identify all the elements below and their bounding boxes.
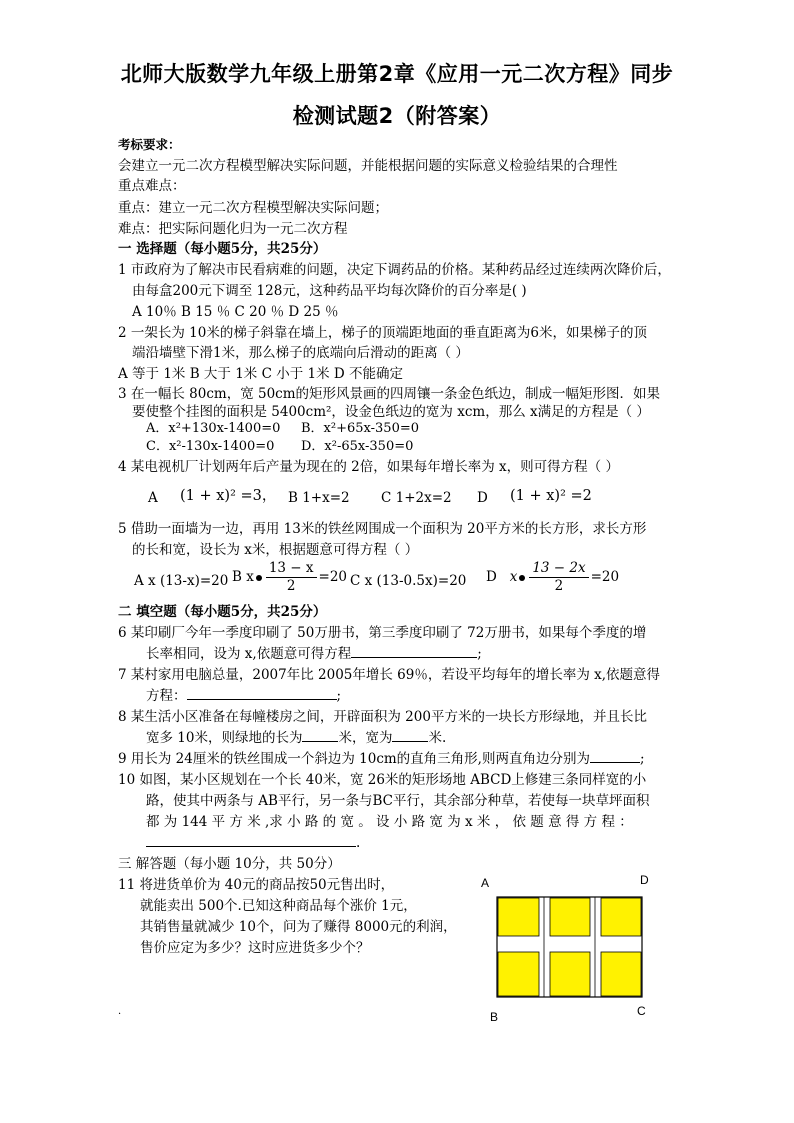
nandian-text: 难点：把实际问题化归为一元二次方程 bbox=[118, 221, 348, 237]
q4-option-d-expr: (1 + x)² =2 bbox=[510, 488, 592, 504]
q5-d-fraction bbox=[529, 560, 588, 595]
q8-line2 bbox=[146, 729, 446, 747]
figure-label-d: D bbox=[640, 873, 649, 887]
zhongdian-text: 重点：建立一元二次方程模型解决实际问题； bbox=[118, 200, 388, 216]
q3-option-a: A．x²+130x-1400=0 bbox=[146, 421, 281, 436]
q6-text: 长率相同，设为 x,依题意可得方程 bbox=[146, 646, 352, 662]
section3-heading: 三 解答题（每小题 10分，共 50分） bbox=[118, 856, 341, 872]
q8-length-blank[interactable] bbox=[302, 729, 338, 742]
q8-line1: 8 某生活小区准备在每幢楼房之间，开辟面积为 200平方米的一块长方形绿地，并且长比 bbox=[118, 709, 647, 725]
doc-title-line1: 北师大版数学九年级上册第2章《应用一元二次方程》同步 bbox=[120, 62, 674, 86]
q10-line1: 10 如图，某小区规划在一个长 40米，宽 26米的矩形场地 ABCD上修建三条同样宽的小 bbox=[118, 772, 647, 788]
q4-option-d-label: D bbox=[477, 490, 488, 506]
section2-heading: 二 填空题（每小题5分，共25分） bbox=[118, 604, 327, 620]
q3-option-d: D．x²-65x-350=0 bbox=[301, 439, 414, 454]
q8-text-a: 宽多 10米，则绿地的长为 bbox=[146, 730, 303, 746]
q5-line2: 的长和宽，设长为 x米，根据题意可得方程（ ） bbox=[132, 542, 419, 558]
q5-line1: 5 借助一面墙为一边，再用 13米的铁丝网围成一个面积为 20平方米的长方形，求长方形 bbox=[118, 521, 647, 537]
q5-option-c: C x (13-0.5x)=20 bbox=[350, 573, 467, 589]
q4-line1: 4 某电视机厂计划两年后产量为现在的 2倍，如果每年增长率为 x，则可得方程（ ） bbox=[118, 459, 619, 475]
q4-option-a-expr: (1 + x)² =3， bbox=[180, 488, 277, 504]
q1-options: A 10％ B 15 ％ C 20 ％ D 25 ％ bbox=[132, 304, 339, 320]
q8-text-b: 米，宽为 bbox=[338, 730, 393, 746]
q5-d-denominator: 2 bbox=[554, 578, 564, 594]
figure-label-a: A bbox=[481, 876, 490, 890]
q3-line1: 3 在一幅长 80cm，宽 50cm的矩形风景画的四周镶一条金色纸边，制成一幅矩形图．如果 bbox=[118, 386, 661, 402]
q11-line2: 就能卖出 500个.已知这种商品每个涨价 1元， bbox=[140, 898, 417, 914]
section1-heading: 一 选择题（每小题5分，共25分） bbox=[118, 241, 327, 257]
q8-width-blank[interactable] bbox=[392, 729, 428, 742]
q6-answer-blank[interactable] bbox=[351, 645, 477, 658]
grass-plot bbox=[601, 898, 641, 936]
q4-option-a-label: A bbox=[148, 490, 158, 506]
grass-plot bbox=[550, 898, 590, 936]
grass-plot bbox=[498, 952, 539, 996]
q5-option-d bbox=[486, 560, 619, 595]
q7-line2: 方程： ; bbox=[146, 688, 342, 704]
q2-line1: 2 一架长为 10米的梯子斜靠在墙上，梯子的顶端距地面的垂直距离为6米，如果梯子的顶 bbox=[118, 325, 647, 341]
q4-option-b: B 1+x=2 bbox=[288, 490, 350, 506]
q7-line1: 7 某村家用电脑总量，2007年比 2005年增长 69％，若设平均每年的增长率为 x,依题意得 bbox=[118, 667, 661, 683]
q5-d-numerator: 13 − 2x bbox=[529, 560, 588, 578]
q10-line3: 都 为 144 平 方 米 ,求 小 路 的 宽 。 设 小 路 宽 为 x 米 ， 依 题 意 得 方 程 ： bbox=[146, 814, 633, 830]
q2-options: A 等于 1米 B 大于 1米 C 小于 1米 D 不能确定 bbox=[118, 366, 404, 382]
q10-line4: . bbox=[146, 834, 360, 852]
doc-title-line2: 检测试题2（附答案） bbox=[292, 104, 502, 128]
q5-d-suffix: =20 bbox=[590, 569, 620, 585]
q1-line1: 1 市政府为了解决市民看病难的问题，决定下调药品的价格。某种药品经过连续两次降价后， bbox=[118, 262, 671, 278]
q3-line2: 要使整个挂图的面积是 5400cm²，设金色纸边的宽为 xcm，那么 x满足的方程是（ ） bbox=[132, 404, 650, 420]
q3-option-c: C．x²-130x-1400=0 bbox=[146, 439, 275, 454]
q5-d-x: x bbox=[509, 569, 518, 585]
q3-option-b: B．x²+65x-350=0 bbox=[301, 421, 420, 436]
grass-plot bbox=[550, 952, 590, 996]
q5-b-numerator: 13 − x bbox=[266, 560, 317, 578]
q7-answer-blank[interactable] bbox=[187, 687, 337, 700]
figure-label-b: B bbox=[490, 1010, 499, 1024]
grass-plot bbox=[601, 952, 641, 996]
q6-line2: 长率相同，设为 x,依题意可得方程 ; bbox=[146, 646, 482, 662]
q11-line1: 11 将进货单价为 40元的商品按50元售出时， bbox=[118, 877, 395, 893]
q11-line3: 其销售量就减少 10个，问为了赚得 8000元的利润， bbox=[140, 919, 457, 935]
q2-line2: 端沿墙壁下滑1米，那么梯子的底端向后滑动的距离（ ） bbox=[132, 345, 469, 361]
q5-b-fraction bbox=[266, 560, 317, 595]
q4-option-c: C 1+2x=2 bbox=[381, 490, 452, 506]
q9-text: 9 用长为 24厘米的铁丝围成一个斜边为 10cm的直角三角形,则两直角边分别为 bbox=[118, 751, 590, 767]
q10-answer-blank[interactable] bbox=[146, 834, 356, 847]
q9-line: 9 用长为 24厘米的铁丝围成一个斜边为 10cm的直角三角形,则两直角边分别为 ; bbox=[118, 751, 645, 767]
q5-b-denominator: 2 bbox=[286, 578, 296, 594]
q6-line1: 6 某印刷厂今年一季度印刷了 50万册书，第三季度印刷了 72万册书，如果每个季度的增 bbox=[118, 625, 647, 641]
q5-option-b bbox=[232, 560, 347, 595]
q5-d-label: D bbox=[486, 569, 497, 585]
q5-b-suffix: =20 bbox=[318, 569, 348, 585]
q1-line2: 由每盒200元下调至 128元，这种药品平均每次降价的百分率是( ) bbox=[132, 283, 527, 299]
figure-label-c: C bbox=[637, 1004, 646, 1018]
q8-text-c: 米. bbox=[428, 730, 447, 746]
kaobiao-text: 会建立一元二次方程模型解决实际问题，并能根据问题的实际意义检验结果的合理性 bbox=[118, 158, 618, 174]
plot-figure bbox=[496, 896, 646, 1000]
footer-mark: · bbox=[118, 1009, 122, 1020]
q9-answer-blank[interactable] bbox=[590, 750, 640, 763]
q5-b-prefix: B x bbox=[232, 569, 254, 585]
grass-plot bbox=[498, 898, 539, 936]
q11-line4: 售价应定为多少？这时应进货多少个？ bbox=[140, 940, 370, 956]
multiply-dot-icon bbox=[519, 575, 525, 581]
q10-line2: 路，使其中两条与 AB平行，另一条与BC平行，其余部分种草，若使每一块草坪面积 bbox=[146, 793, 650, 809]
multiply-dot-icon bbox=[256, 575, 262, 581]
q5-option-a: A x (13-x)=20 bbox=[134, 573, 229, 589]
q7-text: 方程： bbox=[146, 688, 187, 704]
kaobiao-label: 考标要求： bbox=[118, 137, 181, 152]
zhongdian-label: 重点难点： bbox=[118, 178, 186, 194]
